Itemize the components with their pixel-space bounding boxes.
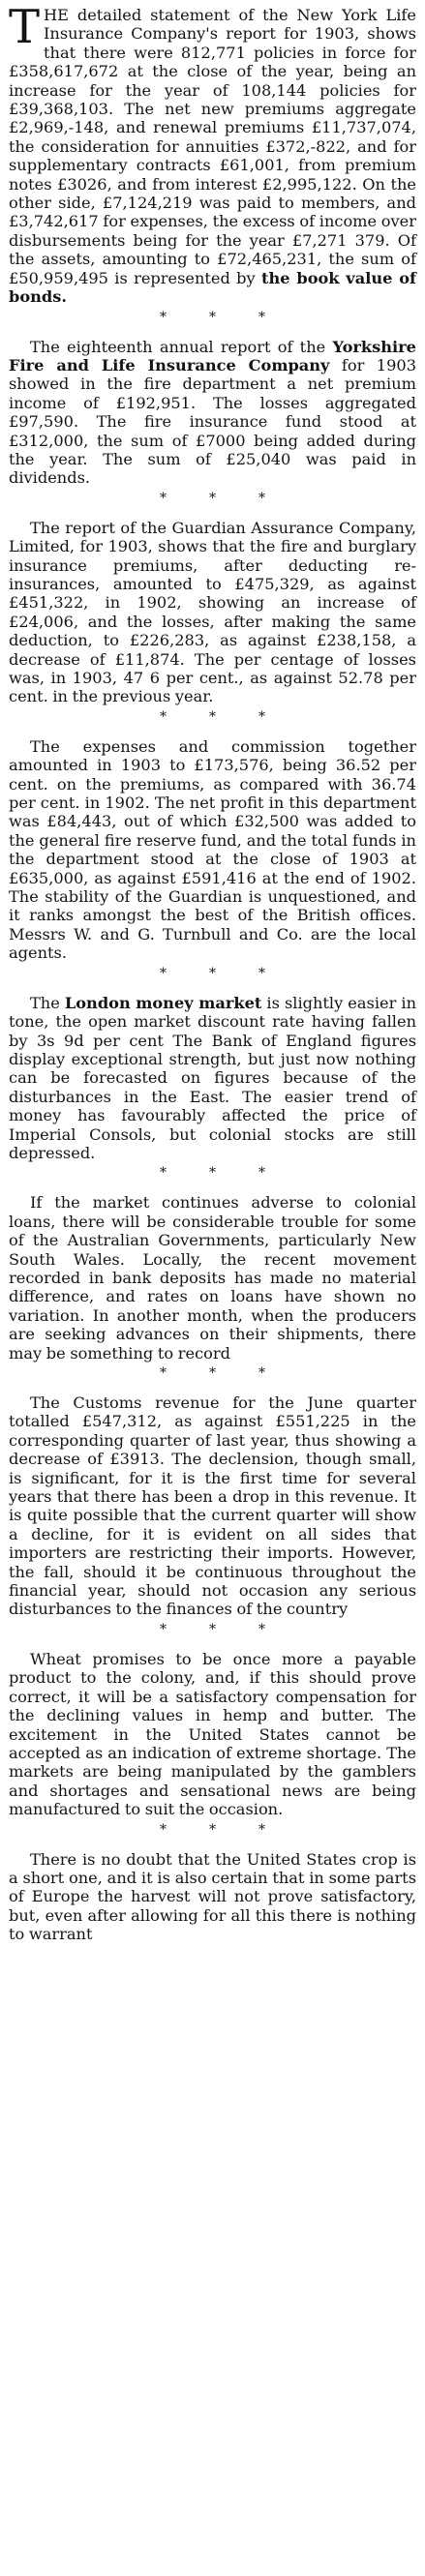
paragraph-yorkshire-fire (9, 338, 416, 488)
paragraph-guardian-expenses: The expenses and commission together amounted in 1903 to £173,576, being 36.52 per cent. on the premiums, as compared with 36.74 per cent. in 1902. The net profit in this department was £84,443, out of which £32,500 was added to the general fire reserve fund, and the total funds in the department stood at the close of 1903 at £635,000, as against £591,416 at the end of 1902. The stability of the Guardian is unquestioned, and it ranks amongst the best of the British offices. Messrs W. and G. Turnbull and Co. are the local agents. (9, 736, 416, 963)
separator-star: * (258, 490, 265, 506)
separator-star: * (160, 708, 167, 725)
separator-star: * (209, 1821, 216, 1838)
section-separator (9, 710, 416, 724)
paragraph-customs-revenue: The Customs revenue for the June quarter totalled £547,312, as against £551,225 in the corresponding quarter of last year, thus showing a decrease of £3913. The declension, though small, is significant, for it is the first time for several years that there has been a drop in this revenue. It is quite possible that the current quarter will show a decline, for it is evident on all sides that importers are restricting their imports. However, the fall, should it be continuous throughout the financial year, should not occasion any serious disturbances to the finances of the country (9, 1393, 416, 1619)
paragraph-text: is slightly easier in tone, the open market discount rate having fallen by 3s 9d per cent The Bank of England figures display exceptional strength, but just now nothing can be forecasted on figures because of the disturbances in the East. The easier trend of money has favourably affected the price of Imperial Consols, but colonial stocks are still depressed. (9, 993, 417, 1162)
paragraph-wheat: Wheat promises to be once more a payable product to the colony, and, if this should prove correct, it will be a satisfactory compensation for the declining values in hemp and butter. The excitement in the United States cannot be accepted as an indication of extreme shortage. The markets are being manipulated by the gamblers and shortages and sensational news are being manufactured to suit the occasion. (9, 1649, 416, 1819)
separator-star: * (209, 708, 216, 725)
paragraph-guardian-assurance: The report of the Guardian Assurance Company, Limited, for 1903, shows that the fire and burglary insurance premiums, after deducting re-insurances, amounted to £475,329, as against £451,322, in 1902, showing an increase of £24,006, and the losses, after making the same deduction, to £226,283, as against £238,158, a decrease of £11,874. The per centage of losses was, in 1903, 47 6 per cent., as against 52.78 per cent. in the previous year. (9, 518, 416, 706)
paragraph-london-money-market (9, 994, 416, 1163)
section-separator (9, 1166, 416, 1180)
separator-star: * (258, 309, 265, 325)
paragraph-colonial-loans: If the market continues adverse to colonial loans, there will be considerable trouble for some of the Australian Governments, particularly New South Wales. Locally, the recent movement recorded in bank deposits has made no material difference, and rates on loans have shown no variation. In another month, when the producers are seeking advances on their shipments, there may be something to record (9, 1193, 416, 1363)
drop-cap-letter: T (9, 0, 41, 54)
separator-star: * (209, 1365, 216, 1381)
paragraph-text: HE detailed statement of the New York Life Insurance Company's report for 1903, shows that there were 812,771 policies in force for £358,617,672 at the close of the year, being an increase for the year of 108,144 policies for £39,368,103. The net new premiums aggregate £2,969,-148, and renewal premiums £11,737,074, the consideration for annuities £372,-822, and for supplementary contracts £61,001, from premium notes £3026, and from interest £2,995,122. On the other side, £7,124,219 was paid to members, and £3,742,617 for expenses, the excess of income over disbursements being for the year £7,271 379. Of the assets, amounting to £72,465,231, the sum of £50,959,495 is represented by (9, 6, 416, 287)
section-separator (9, 1366, 416, 1380)
separator-star: * (209, 490, 216, 506)
separator-star: * (160, 1365, 167, 1381)
paragraph-bold-text: the book value of bonds. (9, 268, 416, 307)
separator-star: * (258, 1165, 265, 1182)
separator-star: * (209, 309, 216, 325)
paragraph-united-states-crop: There is no doubt that the United States crop is a short one, and it is also certain that in some parts of Europe the harvest will not prove satisfactory, but, even after allowing for all this there is nothing to warrant (9, 1849, 416, 1944)
separator-star: * (160, 1621, 167, 1637)
section-separator (9, 1823, 416, 1837)
paragraph-bold-text: London money market (64, 993, 262, 1012)
section-separator (9, 1623, 416, 1636)
separator-star: * (209, 965, 216, 981)
paragraph-text: The eighteenth annual report of the (30, 337, 333, 356)
separator-star: * (258, 1621, 265, 1637)
separator-star: * (160, 965, 167, 981)
separator-star: * (209, 1165, 216, 1182)
paragraph-text: The (30, 993, 65, 1012)
separator-star: * (160, 1821, 167, 1838)
separator-star: * (258, 965, 265, 981)
separator-star: * (258, 708, 265, 725)
separator-star: * (258, 1365, 265, 1381)
paragraph-text: for 1903 showed in the fire department a net premium income of £192,951. The losses aggregated £97,590. The fire insurance fund stood at £312,000, the sum of £7000 being added during the year. The sum of £25,040 was paid in dividends. (9, 355, 416, 488)
separator-star: * (209, 1621, 216, 1637)
section-separator (9, 311, 416, 324)
separator-star: * (258, 1821, 265, 1838)
separator-star: * (160, 490, 167, 506)
paragraph-new-york-life (9, 0, 416, 307)
section-separator (9, 967, 416, 980)
separator-star: * (160, 309, 167, 325)
paragraph-bold-text: Yorkshire Fire and Life Insurance Company (9, 337, 416, 374)
section-separator (9, 492, 416, 505)
separator-star: * (160, 1165, 167, 1182)
